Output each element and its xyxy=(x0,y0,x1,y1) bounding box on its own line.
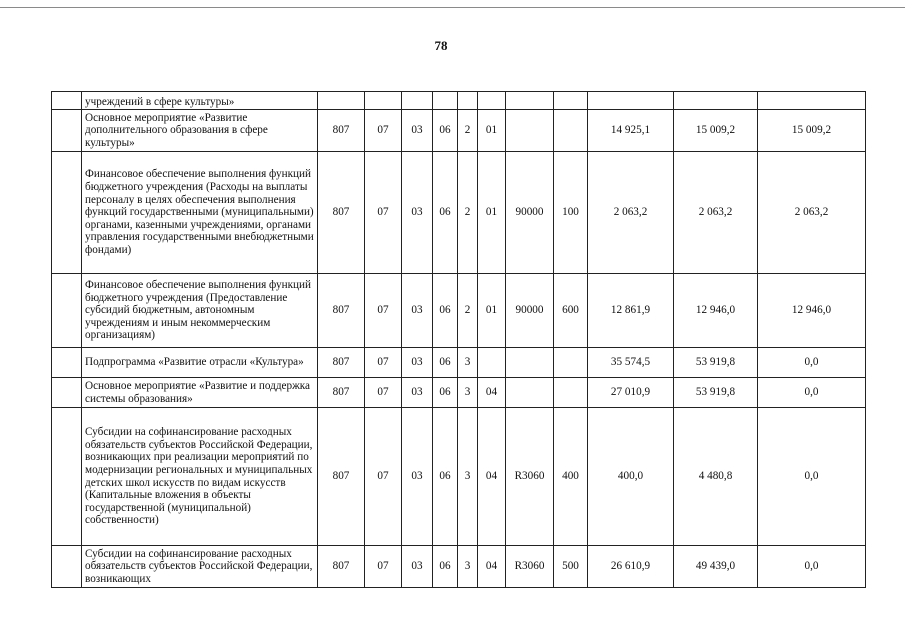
cell-amount-3 xyxy=(758,92,866,110)
cell-section: 07 xyxy=(365,110,402,152)
page-number: 78 xyxy=(434,38,448,53)
cell-expense-type xyxy=(554,92,588,110)
cell-subsection xyxy=(402,92,433,110)
cell-amount-1: 2 063,2 xyxy=(588,152,674,274)
cell-event: 01 xyxy=(478,110,506,152)
cell-event xyxy=(478,348,506,378)
cell-program xyxy=(433,92,458,110)
cell-subprogram: 3 xyxy=(458,408,478,546)
cell-direction xyxy=(506,110,554,152)
cell-expense-type: 100 xyxy=(554,152,588,274)
cell-expense-type xyxy=(554,378,588,408)
cell-amount-3: 0,0 xyxy=(758,378,866,408)
cell-amount-2: 53 919,8 xyxy=(674,348,758,378)
cell-section: 07 xyxy=(365,348,402,378)
cell-grbs: 807 xyxy=(318,378,365,408)
cell-subsection: 03 xyxy=(402,110,433,152)
cell-expense-type: 400 xyxy=(554,408,588,546)
cell-subprogram: 3 xyxy=(458,348,478,378)
cell-amount-1 xyxy=(588,92,674,110)
cell-event: 01 xyxy=(478,152,506,274)
cell-event: 01 xyxy=(478,274,506,348)
table-row xyxy=(52,110,866,152)
cell-program: 06 xyxy=(433,378,458,408)
cell-expense-type xyxy=(554,110,588,152)
table-row xyxy=(52,378,866,408)
cell-direction: 90000 xyxy=(506,152,554,274)
cell-expense-type: 500 xyxy=(554,546,588,588)
cell-amount-3: 12 946,0 xyxy=(758,274,866,348)
cell-expense-type xyxy=(554,348,588,378)
row-name: Финансовое обеспечение выполнения функций бюджетного учреждения (Расходы на выплаты персоналу в целях обеспечения выполнения функций государственными (муниципальными) органами, казенными учреждениями, органами управления государственными внебюджетными фондами) xyxy=(82,152,318,274)
cell-amount-1: 14 925,1 xyxy=(588,110,674,152)
cell-subsection: 03 xyxy=(402,274,433,348)
row-name: Финансовое обеспечение выполнения функций бюджетного учреждения (Предоставление субсидий бюджетным, автономным учреждениям и иным некоммерческим организациям) xyxy=(82,274,318,348)
cell-event: 04 xyxy=(478,378,506,408)
row-name: Основное мероприятие «Развитие дополнительного образования в сфере культуры» xyxy=(82,110,318,152)
cell-amount-2: 2 063,2 xyxy=(674,152,758,274)
cell-program: 06 xyxy=(433,152,458,274)
cell-section: 07 xyxy=(365,408,402,546)
cell-program: 06 xyxy=(433,274,458,348)
cell-subsection: 03 xyxy=(402,152,433,274)
budget-table xyxy=(51,91,866,588)
cell-section: 07 xyxy=(365,274,402,348)
cell-event xyxy=(478,92,506,110)
cell-event: 04 xyxy=(478,546,506,588)
cell-subsection: 03 xyxy=(402,546,433,588)
cell-amount-1: 12 861,9 xyxy=(588,274,674,348)
cell-subsection: 03 xyxy=(402,408,433,546)
cell-amount-3: 15 009,2 xyxy=(758,110,866,152)
cell-section: 07 xyxy=(365,378,402,408)
cell-program: 06 xyxy=(433,348,458,378)
cell-subsection: 03 xyxy=(402,378,433,408)
row-name: Подпрограмма «Развитие отрасли «Культура» xyxy=(82,348,318,378)
cell-direction xyxy=(506,92,554,110)
row-name: учреждений в сфере культуры» xyxy=(82,92,318,110)
table-row xyxy=(52,348,866,378)
cell-section: 07 xyxy=(365,152,402,274)
cell-subprogram: 2 xyxy=(458,110,478,152)
cell-direction xyxy=(506,348,554,378)
cell-grbs: 807 xyxy=(318,348,365,378)
cell-grbs: 807 xyxy=(318,408,365,546)
cell-section xyxy=(365,92,402,110)
cell-amount-2: 4 480,8 xyxy=(674,408,758,546)
cell-event: 04 xyxy=(478,408,506,546)
cell-amount-1: 27 010,9 xyxy=(588,378,674,408)
cell-subprogram xyxy=(458,92,478,110)
cell-program: 06 xyxy=(433,408,458,546)
cell-section: 07 xyxy=(365,546,402,588)
cell-direction: R3060 xyxy=(506,408,554,546)
cell-subprogram: 3 xyxy=(458,546,478,588)
table-row xyxy=(52,408,866,546)
cell-direction xyxy=(506,378,554,408)
cell-amount-3: 0,0 xyxy=(758,348,866,378)
cell-direction: R3060 xyxy=(506,546,554,588)
cell-amount-1: 400,0 xyxy=(588,408,674,546)
cell-amount-2: 12 946,0 xyxy=(674,274,758,348)
cell-amount-3: 0,0 xyxy=(758,408,866,546)
cell-program: 06 xyxy=(433,546,458,588)
row-name: Субсидии на софинансирование расходных обязательств субъектов Российской Федерации, возникающих при реализации мероприятий по модернизации региональных и муниципальных детских школ искусств по видам искусств (Капитальные вложения в объекты государственной (муниципальной) собственности) xyxy=(82,408,318,546)
cell-grbs: 807 xyxy=(318,546,365,588)
cell-grbs: 807 xyxy=(318,110,365,152)
table-row xyxy=(52,274,866,348)
cell-amount-2: 15 009,2 xyxy=(674,110,758,152)
cell-amount-2: 53 919,8 xyxy=(674,378,758,408)
cell-expense-type: 600 xyxy=(554,274,588,348)
cell-amount-1: 26 610,9 xyxy=(588,546,674,588)
cell-subsection: 03 xyxy=(402,348,433,378)
cell-subprogram: 2 xyxy=(458,152,478,274)
cell-subprogram: 3 xyxy=(458,378,478,408)
cell-amount-2: 49 439,0 xyxy=(674,546,758,588)
top-rule xyxy=(0,7,905,8)
cell-amount-2 xyxy=(674,92,758,110)
cell-amount-3: 0,0 xyxy=(758,546,866,588)
table-row xyxy=(52,92,866,110)
cell-amount-3: 2 063,2 xyxy=(758,152,866,274)
cell-subprogram: 2 xyxy=(458,274,478,348)
cell-grbs: 807 xyxy=(318,152,365,274)
cell-direction: 90000 xyxy=(506,274,554,348)
cell-grbs: 807 xyxy=(318,274,365,348)
table-row xyxy=(52,546,866,588)
table-row xyxy=(52,152,866,274)
row-name: Субсидии на софинансирование расходных обязательств субъектов Российской Федерации, возникающих xyxy=(82,546,318,588)
row-name: Основное мероприятие «Развитие и поддержка системы образования» xyxy=(82,378,318,408)
cell-program: 06 xyxy=(433,110,458,152)
cell-amount-1: 35 574,5 xyxy=(588,348,674,378)
cell-grbs xyxy=(318,92,365,110)
